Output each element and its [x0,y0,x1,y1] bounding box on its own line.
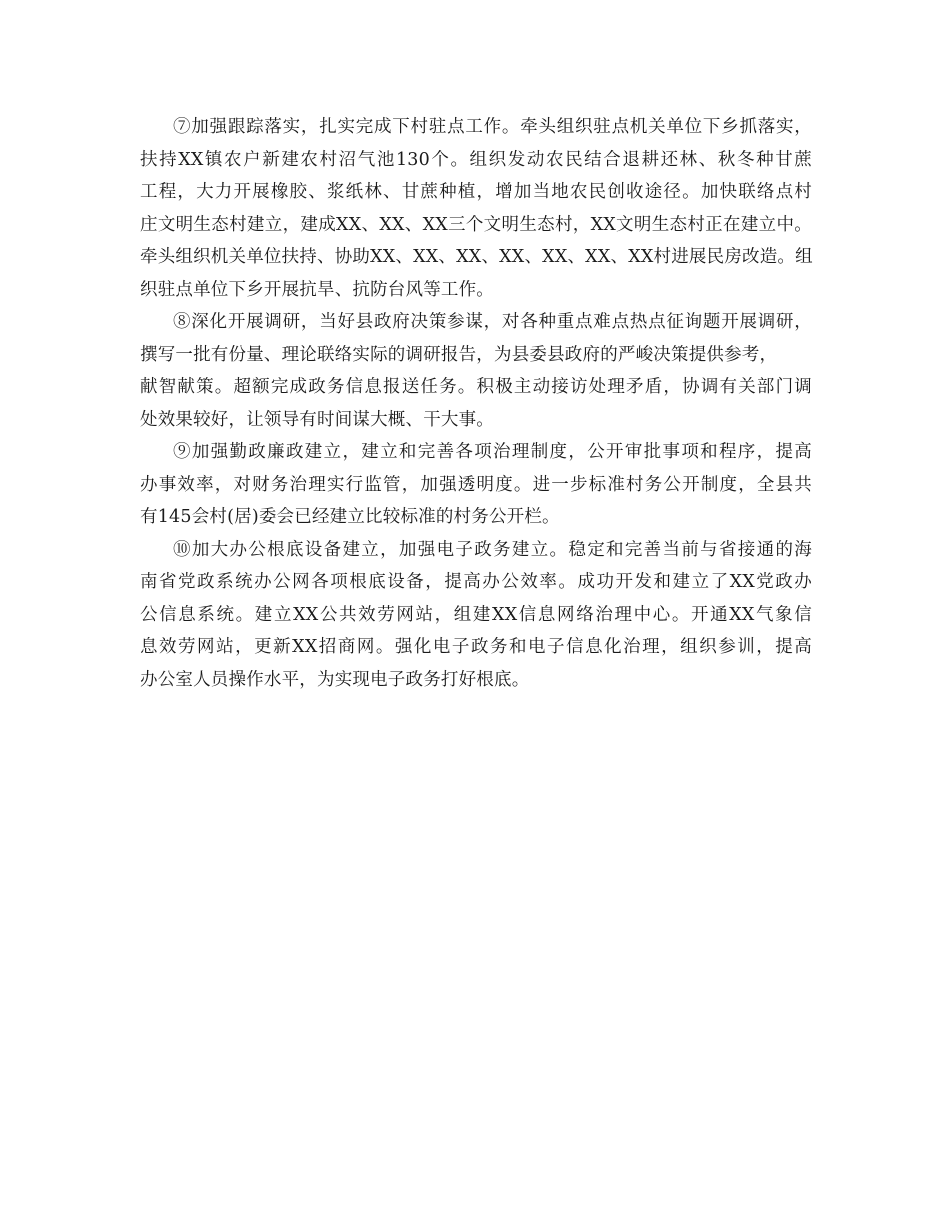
text-line: 办事效率，对财务治理实行监管，加强透明度。进一步标准村务公开制度，全县共 [140,474,812,495]
paragraph-10 [140,534,812,697]
text-line: 办公室人员操作水平，为实现电子政务打好根底。 [140,669,530,690]
text-line: 庄文明生态村建立，建成XX、XX、XX三个文明生态村，XX文明生态村正在建立中。 [140,214,812,235]
text-line: 息效劳网站，更新XX招商网。强化电子政务和电子信息化治理，组织参训，提高 [140,637,812,657]
text-line: 处效果较好，让领导有时间谋大概、干大事。 [140,409,494,430]
paragraph-8 [140,306,812,436]
text-line: 有145会村(居)委会已经建立比较标准的村务公开栏。 [140,507,560,527]
document-body [140,111,812,696]
text-line: 扶持XX镇农户新建农村沼气池130个。组织发动农民结合退耕还林、秋冬种甘蔗 [140,149,812,170]
text-line: ⑨加强勤政廉政建立，建立和完善各项治理制度，公开审批事项和程序，提高 [173,442,812,462]
text-line: 公信息系统。建立XX公共效劳网站，组建XX信息网络治理中心。开通XX气象信 [140,604,812,625]
text-line: ⑦加强跟踪落实，扎实完成下村驻点工作。牵头组织驻点机关单位下乡抓落实， [173,117,812,137]
text-line: 撰写一批有份量、理论联络实际的调研报告，为县委县政府的严峻决策提供参考， [140,344,778,365]
text-line: ⑩加大办公根底设备建立，加强电子政务建立。稳定和完善当前与省接通的海 [173,539,812,560]
text-line: 织驻点单位下乡开展抗旱、抗防台风等工作。 [140,279,494,300]
text-line: 牵头组织机关单位扶持、协助XX、XX、XX、XX、XX、XX、XX村进展民房改造。组 [140,247,813,267]
text-line: ⑧深化开展调研，当好县政府决策参谋，对各种重点难点热点征询题开展调研， [173,312,812,332]
text-line: 南省党政系统办公网各项根底设备，提高办公效率。成功开发和建立了XX党政办 [140,572,812,592]
paragraph-7 [140,111,812,306]
paragraph-9 [140,436,812,534]
text-line: 献智献策。超额完成政务信息报送任务。积极主动接访处理矛盾，协调有关部门调 [140,377,812,397]
text-line: 工程，大力开展橡胶、浆纸林、甘蔗种植，增加当地农民创收途径。加快联络点村 [140,182,812,202]
